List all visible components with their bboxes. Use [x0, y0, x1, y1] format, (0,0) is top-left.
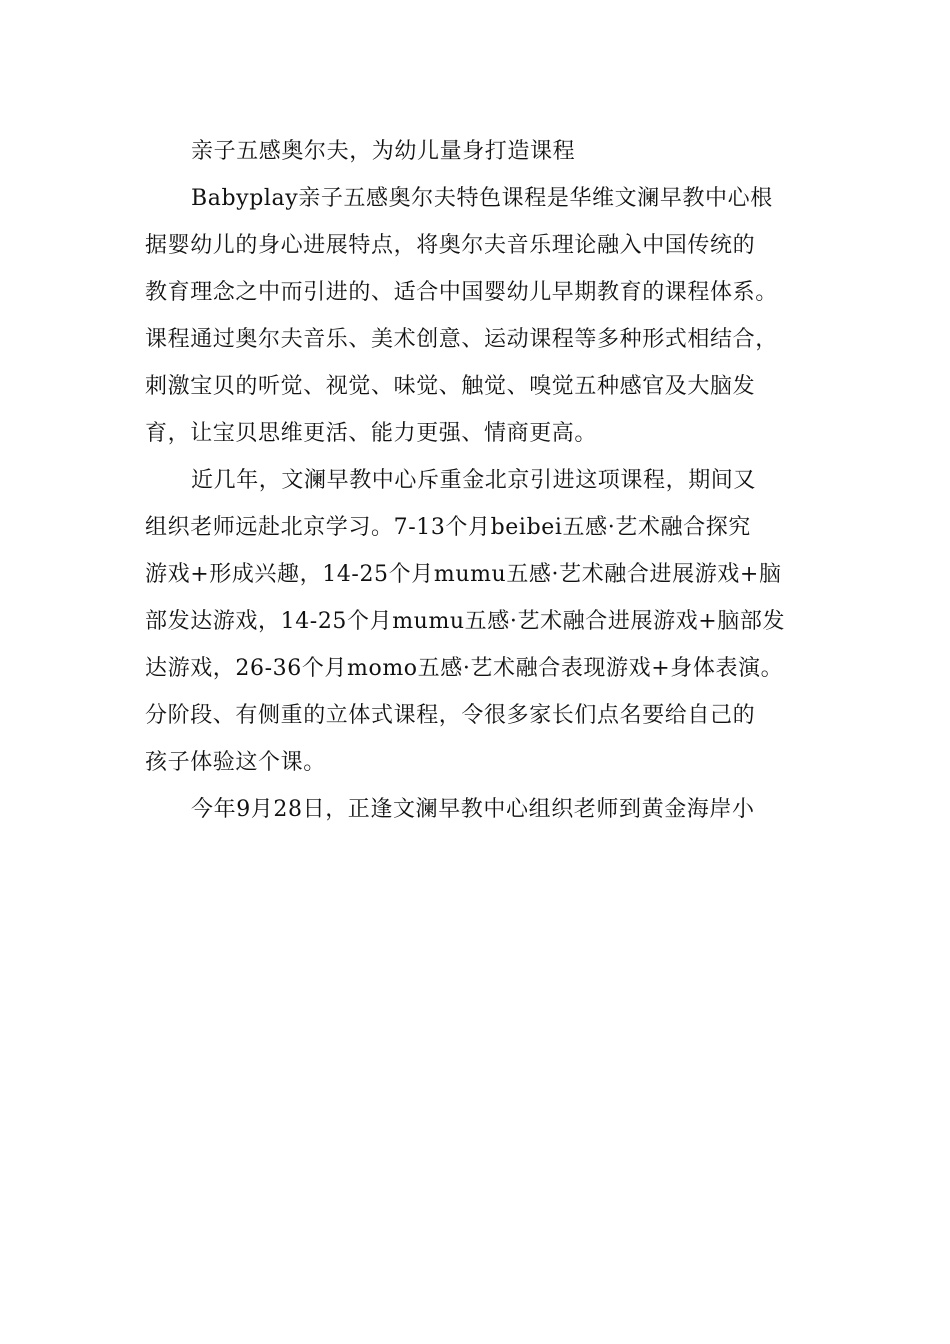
paragraph-line: 课程通过奥尔夫音乐、美术创意、运动课程等多种形式相结合， — [145, 327, 778, 352]
paragraph-line: 组织老师远赴北京学习。7-13个月beibei五感·艺术融合探究 — [145, 515, 751, 540]
paragraph-1 — [145, 175, 810, 457]
paragraph-line: 刺激宝贝的听觉、视觉、味觉、触觉、嗅觉五种感官及大脑发 — [145, 374, 756, 399]
paragraph-2 — [145, 457, 810, 786]
paragraph-3 — [145, 786, 810, 833]
paragraph-line: 据婴幼儿的身心进展特点，将奥尔夫音乐理论融入中国传统的 — [145, 233, 756, 258]
document-title: 亲子五感奥尔夫，为幼儿量身打造课程 — [191, 139, 576, 164]
paragraph-line: 今年9月28日，正逢文澜早教中心组织老师到黄金海岸小 — [191, 797, 755, 822]
paragraph-line: 达游戏，26-36个月momo五感·艺术融合表现游戏+身体表演。 — [145, 656, 784, 681]
paragraph-line: 孩子体验这个课。 — [145, 750, 326, 775]
paragraph-line: 游戏+形成兴趣，14-25个月mumu五感·艺术融合进展游戏+脑 — [145, 562, 782, 587]
document-body — [145, 128, 810, 833]
paragraph-line: Babyplay亲子五感奥尔夫特色课程是华维文澜早教中心根 — [191, 186, 773, 211]
paragraph-line: 部发达游戏，14-25个月mumu五感·艺术融合进展游戏+脑部发 — [145, 609, 786, 634]
paragraph-line: 近几年，文澜早教中心斥重金北京引进这项课程，期间又 — [191, 468, 757, 493]
paragraph-line: 育，让宝贝思维更活、能力更强、情商更高。 — [145, 421, 598, 446]
paragraph-line: 分阶段、有侧重的立体式课程，令很多家长们点名要给自己的 — [145, 703, 756, 728]
paragraph-line: 教育理念之中而引进的、适合中国婴幼儿早期教育的课程体系。 — [145, 280, 778, 305]
